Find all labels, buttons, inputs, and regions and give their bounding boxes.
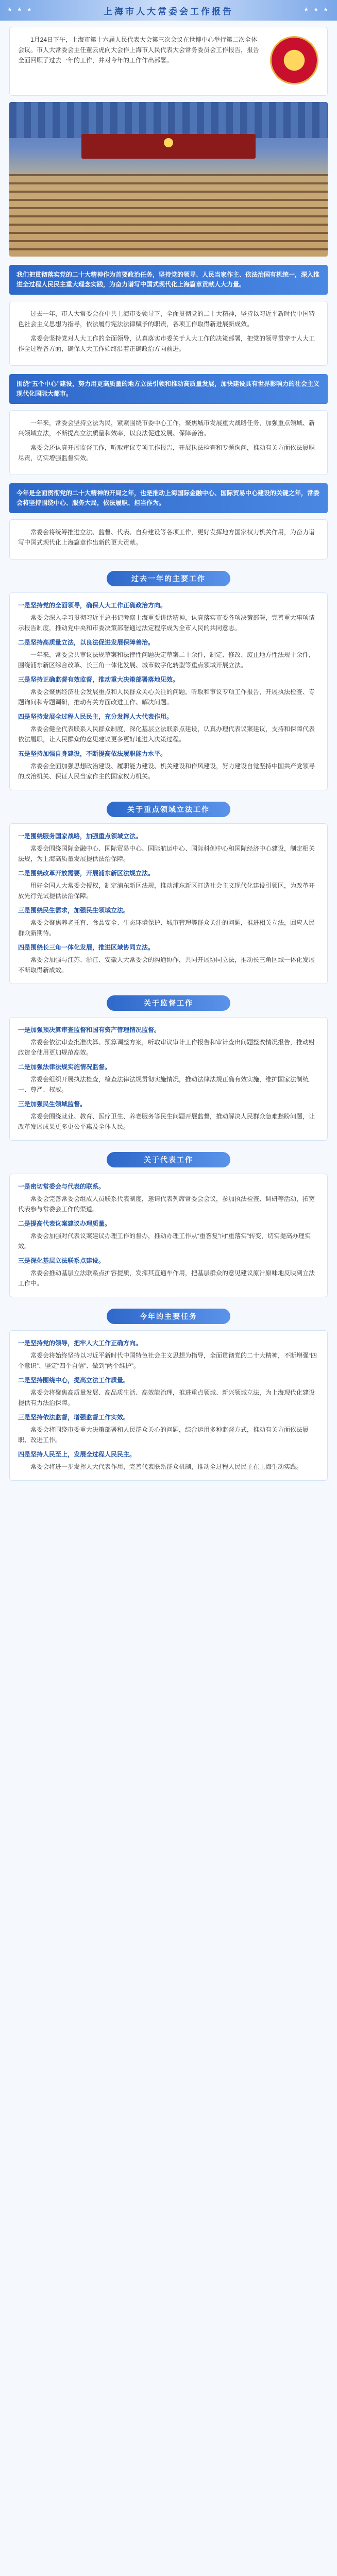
banner-stars-right: ★ ★ ★ bbox=[304, 7, 330, 13]
item-title: 二是坚持高质量立法，以良法促进发展保障善治。 bbox=[18, 639, 155, 646]
hall-ceiling bbox=[9, 102, 328, 138]
item-text: 常委会将围绕市委重大决策部署和人民群众关心的问题，综合运用多种监督方式，推动有关方面依法履职、改进工作。 bbox=[18, 1426, 309, 1444]
item-text: 常委会围绕国际金融中心、国际贸易中心、国际航运中心、国际科创中心和国际经济中心建设，制定相关法规，为上海高质量发展提供法治保障。 bbox=[18, 845, 315, 862]
headline-bar: 围绕“五个中心”建设，努力用更高质量的地方立法引领和推动高质量发展，加快建设具有世界影响力的社会主义现代化国际大都市。 bbox=[9, 374, 328, 404]
item-title: 一是坚持党的全面领导，确保人大工作正确政治方向。 bbox=[18, 602, 167, 609]
item-text: 常委会将始终坚持以习近平新时代中国特色社会主义思想为指导，全面贯彻党的二十大精神，不断增强“四个意识”、坚定“四个自信”、做到“两个维护”。 bbox=[18, 1352, 317, 1369]
item-text: 常委会完善常委会组成人员联系代表制度，邀请代表列席常委会会议，参加执法检查、调研等活动，拓宽代表参与常委会工作的渠道。 bbox=[18, 1195, 315, 1213]
audience-rows bbox=[9, 174, 328, 257]
lead-sections bbox=[0, 265, 337, 560]
section-title: 关于监督工作 bbox=[107, 995, 230, 1011]
item-title: 三是深化基层立法联系点建设。 bbox=[18, 1257, 105, 1264]
top-banner bbox=[0, 0, 337, 21]
report-sections bbox=[0, 571, 337, 1481]
item-title: 五是坚持加强自身建设，不断提高依法履职能力水平。 bbox=[18, 750, 167, 757]
item-text: 常委会聚焦养老托育、食品安全、生态环境保护、城市管理等群众关注的问题，推进相关立法，回应人民群众新期待。 bbox=[18, 919, 315, 937]
item-text: 常委会加强与江苏、浙江、安徽人大常委会的沟通协作，共同开展协同立法，推动长三角区域一体化发展不断取得新成效。 bbox=[18, 956, 315, 974]
section-title: 关于重点领域立法工作 bbox=[107, 802, 230, 817]
section-body bbox=[9, 1174, 328, 1297]
headline-bar: 今年是全面贯彻党的二十大精神的开局之年，也是推动上海国际金融中心、国际贸易中心建设的关键之年，常委会将坚持围绕中心、服务大局，依法履职、担当作为。 bbox=[9, 483, 328, 513]
stage-emblem-icon bbox=[164, 138, 173, 147]
item-title: 三是坚持正确监督有效监督，推动重大决策部署落地见效。 bbox=[18, 676, 179, 683]
intro-text: 1月24日下午，上海市第十六届人民代表大会第三次会议在世博中心举行第二次全体会议。市人大常委会主任董云虎向大会作上海市人民代表大会常务委员会工作报告，报告全面回顾了过去一年的工作，并对今年的工作作出部署。 bbox=[18, 36, 260, 64]
item-title: 二是加强法律法规实施情况监督。 bbox=[18, 1063, 111, 1071]
item-title: 一是加强预决算审查监督和国有资产管理情况监督。 bbox=[18, 1026, 161, 1033]
item-title: 三是坚持依法监督，增强监督工作实效。 bbox=[18, 1414, 130, 1421]
meeting-photo bbox=[9, 102, 328, 257]
item-title: 三是加强民生领域监督。 bbox=[18, 1100, 87, 1108]
banner-stars-left: ★ ★ ★ bbox=[7, 7, 33, 13]
national-emblem-icon: ★ bbox=[270, 36, 318, 84]
item-title: 一是坚持党的领导，把牢人大工作正确方向。 bbox=[18, 1340, 142, 1347]
item-text: 常委会依法审查批准决算、预算调整方案，听取审议审计工作报告和审计查出问题整改情况报告，推动财政资金使用更加规范高效。 bbox=[18, 1039, 315, 1056]
item-title: 二是坚持围绕中心，提高立法工作质量。 bbox=[18, 1377, 130, 1384]
item-title: 四是坚持发展全过程人民民主，充分发挥人大代表作用。 bbox=[18, 713, 173, 720]
section-title: 今年的主要任务 bbox=[107, 1309, 230, 1324]
paragraph: 过去一年，市人大常委会在中共上海市委领导下，全面贯彻党的二十大精神，坚持以习近平新时代中国特色社会主义思想为指导，依法履行宪法法律赋予的职责，各项工作取得新进展新成效。 bbox=[18, 310, 315, 328]
item-text: 常委会聚焦经济社会发展重点和人民群众关心关注的问题，听取和审议专项工作报告，开展执法检查、专题询问和专题调研，推动有关方面改进工作、解决问题。 bbox=[18, 688, 315, 706]
paragraph: 一年来，常委会坚持立法为民，紧紧围绕市委中心工作，聚焦城市发展重大战略任务，加强重点领域、新兴领域立法，不断提高立法质量和效率，以良法促进发展、保障善治。 bbox=[18, 419, 315, 437]
item-title: 二是围绕改革开放需要，开展浦东新区法规立法。 bbox=[18, 870, 155, 877]
lead-card bbox=[9, 410, 328, 475]
paragraph: 常委会还认真开展监督工作，听取审议专项工作报告，开展执法检查和专题询问，推动有关方面依法履职尽责，切实增强监督实效。 bbox=[18, 444, 315, 462]
intro-card bbox=[9, 27, 328, 96]
item-title: 四是围绕长三角一体化发展，推进区域协同立法。 bbox=[18, 944, 155, 951]
item-text: 常委会深入学习贯彻习近平总书记考察上海重要讲话精神，认真落实市委各项决策部署，完善重大事项请示报告制度，推动党中央和市委决策部署通过法定程序成为全市人民的共同意志。 bbox=[18, 614, 315, 632]
item-text: 用好全国人大常委会授权，制定浦东新区法规，推动浦东新区打造社会主义现代化建设引领区，为改革开放先行先试提供法治保障。 bbox=[18, 882, 315, 900]
item-text: 一年来，常委会共审议法规草案和法律性问题决定草案二十余件，制定、修改、废止地方性法规十余件，围绕浦东新区综合改革、长三角一体化发展、城市数字化转型等重点领域开展立法。 bbox=[18, 651, 315, 669]
item-title: 一是密切常委会与代表的联系。 bbox=[18, 1183, 105, 1190]
item-text: 常委会全面加强思想政治建设、履职能力建设、机关建设和作风建设，努力建设自觉坚持中国共产党领导的政治机关、保证人民当家作主的国家权力机关。 bbox=[18, 762, 315, 780]
section-title: 过去一年的主要工作 bbox=[107, 571, 230, 586]
item-title: 四是坚持人民至上，发展全过程人民民主。 bbox=[18, 1451, 136, 1458]
item-title: 一是围绕服务国家战略，加强重点领域立法。 bbox=[18, 833, 142, 840]
section-body bbox=[9, 592, 328, 790]
item-text: 常委会推动基层立法联系点扩容提质，发挥其直通车作用，把基层群众的意见建议原汁原味地反映到立法工作中。 bbox=[18, 1269, 315, 1287]
section-title: 关于代表工作 bbox=[107, 1152, 230, 1167]
lead-card bbox=[9, 519, 328, 560]
item-text: 常委会健全代表联系人民群众制度，深化基层立法联系点建设，认真办理代表议案建议，支持和保障代表依法履职，让人民群众的意见建议更多更好地进入决策过程。 bbox=[18, 725, 315, 743]
item-text: 常委会组织开展执法检查，检查法律法规贯彻实施情况，推动法律法规正确有效实施，维护国家法制统一、尊严、权威。 bbox=[18, 1076, 309, 1093]
item-title: 二是提高代表议案建议办理质量。 bbox=[18, 1220, 111, 1227]
item-text: 常委会将进一步发挥人大代表作用，完善代表联系群众机制，推动全过程人民民主在上海生动实践。 bbox=[30, 1463, 303, 1470]
paragraph: 常委会坚持党对人大工作的全面领导，认真落实市委关于人大工作的决策部署，把党的领导贯穿于人大工作全过程各方面，确保人大工作始终沿着正确政治方向前进。 bbox=[18, 335, 315, 352]
emblem-wrap bbox=[269, 36, 319, 85]
section-body bbox=[9, 1330, 328, 1481]
headline-bar: 我们把贯彻落实党的二十大精神作为首要政治任务，坚持党的领导、人民当家作主、依法治国有机统一，深入推进全过程人民民主重大理念实践，为奋力谱写中国式现代化上海篇章贡献人大力量。 bbox=[9, 265, 328, 295]
item-text: 常委会加强对代表议案建议办理工作的督办，推动办理工作从“重答复”向“重落实”转变，切实提高办理实效。 bbox=[18, 1232, 311, 1250]
paragraph: 常委会将统筹推进立法、监督、代表、自身建设等各项工作，更好发挥地方国家权力机关作用，为奋力谱写中国式现代化上海篇章作出新的更大贡献。 bbox=[18, 529, 315, 546]
section-body bbox=[9, 1017, 328, 1141]
item-title: 三是围绕民生需求，加强民生领域立法。 bbox=[18, 907, 130, 914]
section-body bbox=[9, 823, 328, 984]
item-text: 常委会将聚焦高质量发展、高品质生活、高效能治理，推进重点领域、新兴领域立法，为上海现代化建设提供有力法治保障。 bbox=[18, 1389, 315, 1406]
item-text: 常委会围绕就业、教育、医疗卫生、养老服务等民生问题开展监督，推动解决人民群众急难愁盼问题，让改革发展成果更多更公平惠及全体人民。 bbox=[18, 1113, 315, 1130]
banner-title: 上海市人大常委会工作报告 bbox=[104, 6, 233, 16]
lead-card bbox=[9, 301, 328, 366]
